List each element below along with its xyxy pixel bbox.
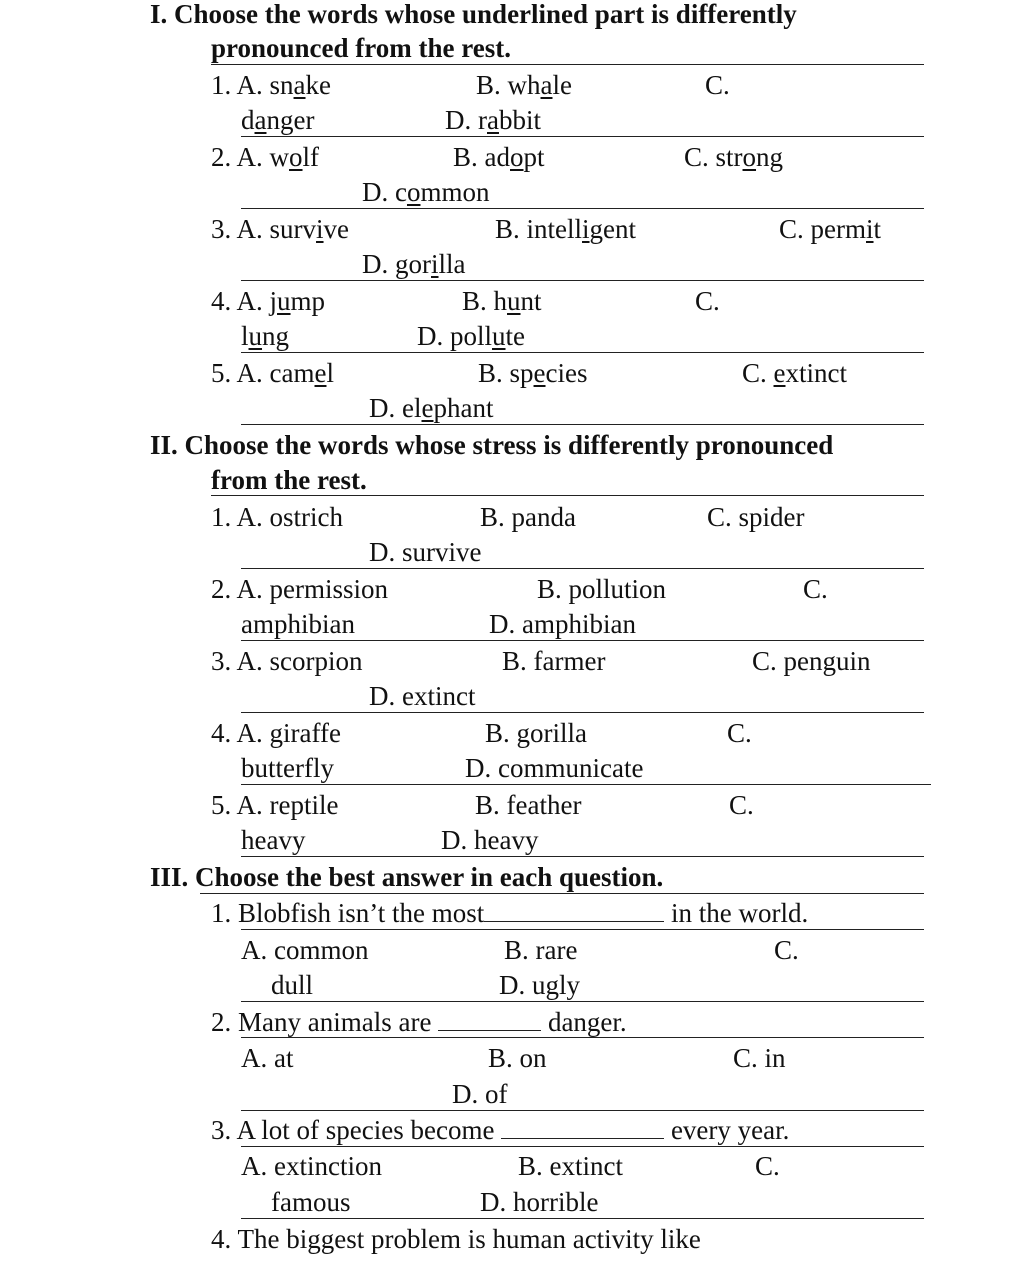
rule [241, 208, 924, 209]
s2-q5-option-b: B. feather [475, 790, 582, 820]
s3-q3-option-a: A. extinction [241, 1151, 382, 1181]
s3-q2-option-b: B. on [488, 1043, 547, 1073]
rule [211, 495, 924, 496]
s2-q1-option-d: D. survive [369, 537, 482, 567]
rule [241, 784, 931, 785]
s2-q2-option-b: B. pollution [537, 574, 667, 604]
rule [241, 280, 924, 281]
rule [241, 856, 924, 857]
s3-q1-option-b: B. rare [504, 935, 578, 965]
rule [241, 640, 924, 641]
s2-q4-option-c-word: butterfly [241, 753, 334, 783]
s2-q1-option-b: B. panda [480, 502, 576, 532]
s2-q1-option-c: C. spider [707, 502, 805, 532]
s2-q5-option-c-label: C. [729, 790, 754, 820]
s3-q1-option-c-word: dull [271, 970, 314, 1000]
s2-q4-option-b: B. gorilla [485, 718, 587, 748]
s2-q5-option-a: 5. A. reptile [211, 790, 339, 820]
section-1-title-line2: pronounced from the rest. [211, 33, 511, 63]
s1-q5-option-b: B. species [478, 358, 588, 388]
s2-q2-option-c-word: amphibian [241, 609, 355, 639]
rule [241, 352, 924, 353]
rule [241, 1218, 924, 1219]
rule [211, 64, 924, 65]
section-1-title-line1: I. Choose the words whose underlined part is differently [150, 0, 797, 29]
section-2-title-line2: from the rest. [211, 465, 367, 495]
rule [241, 1110, 924, 1111]
s1-q1-option-c-word: danger [241, 105, 315, 135]
s1-q2-option-b: B. adopt [453, 142, 545, 172]
s2-q4-option-c-label: C. [727, 718, 752, 748]
s1-q4-option-b: B. hunt [462, 286, 542, 316]
s2-q3-option-b: B. farmer [502, 646, 606, 676]
s1-q1-option-c-label: C. [705, 70, 730, 100]
s3-q3-option-d: D. horrible [480, 1187, 599, 1217]
s2-q3-option-d: D. extinct [369, 681, 476, 711]
s2-q2-option-c-label: C. [803, 574, 828, 604]
rule [241, 1037, 924, 1038]
rule [241, 424, 924, 425]
rule [241, 1146, 924, 1147]
s1-q3-option-c: C. permit [779, 214, 882, 244]
answer-blank[interactable] [484, 921, 664, 922]
s2-q2-option-a: 2. A. permission [211, 574, 389, 604]
s3-q4-stem: 4. The biggest problem is human activity like [211, 1224, 701, 1254]
s3-q3-option-c-word: famous [271, 1187, 351, 1217]
section-2-title-line1: II. Choose the words whose stress is differently pronounced [150, 430, 834, 460]
s3-q2-option-c: C. in [733, 1043, 786, 1073]
rule [241, 136, 924, 137]
answer-blank[interactable] [501, 1138, 664, 1139]
rule [241, 1001, 924, 1002]
s1-q4-option-c-label: C. [695, 286, 720, 316]
s1-q1-option-b: B. whale [476, 70, 572, 100]
section-3-title: III. Choose the best answer in each question. [150, 862, 664, 892]
s1-q1-option-d: D. rabbit [445, 105, 541, 135]
s1-q4-option-d: D. pollute [417, 321, 526, 351]
s3-q1-option-d: D. ugly [499, 970, 580, 1000]
s2-q3-option-c: C. penguin [752, 646, 871, 676]
s1-q5-option-c: C. extinct [742, 358, 847, 388]
s1-q5-option-a: 5. A. camel [211, 358, 334, 388]
s3-q3-stem: 3. A lot of species become every year. [211, 1115, 790, 1145]
s3-q1-stem: 1. Blobfish isn’t the most in the world. [211, 898, 809, 928]
s2-q2-option-d: D. amphibian [489, 609, 636, 639]
rule [241, 568, 924, 569]
rule [241, 929, 924, 930]
s2-q4-option-a: 4. A. giraffe [211, 718, 341, 748]
s1-q2-option-c: C. strong [684, 142, 784, 172]
answer-blank[interactable] [438, 1030, 541, 1031]
s3-q3-option-c-label: C. [755, 1151, 780, 1181]
s1-q1-option-a: 1. A. snake [211, 70, 331, 100]
s1-q2-option-d: D. common [362, 177, 490, 207]
s2-q4-option-d: D. communicate [465, 753, 644, 783]
s3-q2-option-d: D. of [452, 1079, 508, 1109]
rule [200, 893, 924, 894]
s2-q3-option-a: 3. A. scorpion [211, 646, 363, 676]
rule [241, 712, 924, 713]
s1-q4-option-a: 4. A. jump [211, 286, 326, 316]
s1-q3-option-b: B. intelligent [495, 214, 637, 244]
s2-q5-option-d: D. heavy [441, 825, 539, 855]
s2-q1-option-a: 1. A. ostrich [211, 502, 343, 532]
s1-q4-option-c-word: lung [241, 321, 290, 351]
s3-q1-option-c-label: C. [774, 935, 799, 965]
s1-q3-option-a: 3. A. survive [211, 214, 350, 244]
s1-q5-option-d: D. elephant [369, 393, 494, 423]
s3-q2-option-a: A. at [241, 1043, 294, 1073]
s1-q2-option-a: 2. A. wolf [211, 142, 320, 172]
s3-q2-stem: 2. Many animals are danger. [211, 1007, 627, 1037]
s3-q3-option-b: B. extinct [518, 1151, 623, 1181]
s2-q5-option-c-word: heavy [241, 825, 306, 855]
s1-q3-option-d: D. gorilla [362, 249, 466, 279]
s3-q1-option-a: A. common [241, 935, 369, 965]
